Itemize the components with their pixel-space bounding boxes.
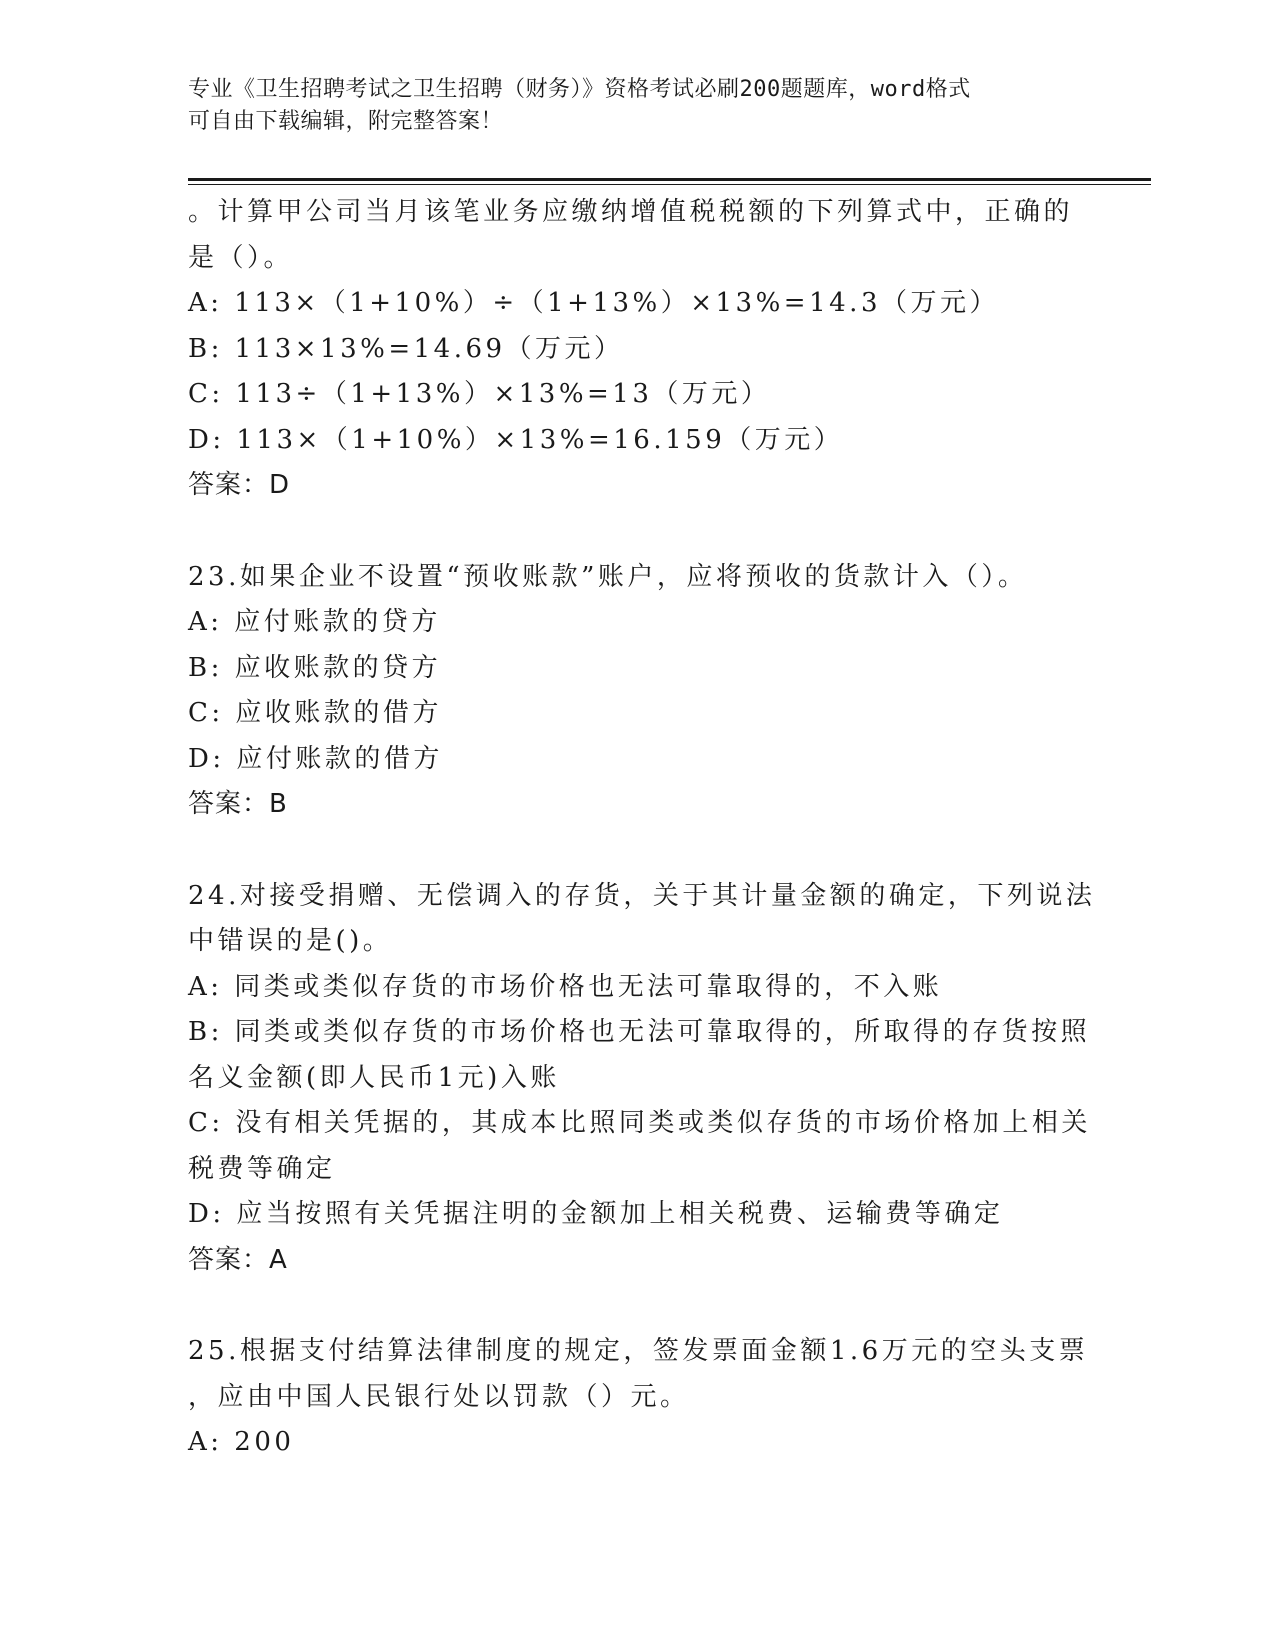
- option-c: C: 应收账款的借方: [188, 698, 442, 728]
- option-a: A: 同类或类似存货的市场价格也无法可靠取得的，不入账: [188, 971, 943, 1002]
- option-d: D: 应付账款的借方: [188, 743, 443, 774]
- question-stem: 23.如果企业不设置“预收账款”账户，应将预收的货款计入（）。: [188, 561, 1028, 592]
- question-25: [188, 1329, 1088, 1466]
- option-a: A: 113×（1+10%）÷（1+13%）×13%=14.3（万元）: [188, 288, 999, 318]
- option-d: D: 113×（1+10%）×13%=16.159（万元）: [188, 424, 844, 455]
- question-24: [188, 874, 1096, 1284]
- question-stem: ，应由中国人民银行处以罚款（）元。: [188, 1381, 690, 1412]
- option-b: B: 同类或类似存货的市场价格也无法可靠取得的，所取得的存货按照: [188, 1017, 1091, 1047]
- answer: 答案：A: [188, 1244, 288, 1275]
- option-c-cont: 税费等确定: [188, 1153, 336, 1184]
- header-line-2: 可自由下载编辑，附完整答案！: [188, 109, 504, 134]
- answer: 答案：D: [188, 470, 291, 500]
- option-c: C: 没有相关凭据的，其成本比照同类或类似存货的市场价格加上相关: [188, 1108, 1091, 1138]
- document-header: [188, 74, 1068, 138]
- option-a: A: 200: [188, 1427, 295, 1457]
- spacer: [188, 1283, 1088, 1329]
- option-b: B: 113×13%=14.69（万元）: [188, 333, 624, 364]
- option-c: C: 113÷（1+13%）×13%=13（万元）: [188, 379, 771, 409]
- question-stem: 中错误的是()。: [188, 926, 393, 956]
- question-22: [188, 190, 1088, 509]
- option-a: A: 应付账款的贷方: [188, 607, 441, 637]
- question-list: [188, 190, 1096, 1466]
- option-b: B: 应收账款的贷方: [188, 652, 442, 683]
- question-stem: 25.根据支付结算法律制度的规定，签发票面金额1.6万元的空头支票: [188, 1336, 1089, 1366]
- option-b-cont: 名义金额(即人民币1元)入账: [188, 1062, 560, 1093]
- option-d: D: 应当按照有关凭据注明的金额加上相关税费、运输费等确定: [188, 1199, 1004, 1229]
- question-stem: 是（）。: [188, 242, 294, 273]
- question-23: [188, 555, 1088, 828]
- answer: 答案：B: [188, 789, 288, 819]
- question-stem: 24.对接受捐赠、无偿调入的存货，关于其计量金额的确定，下列说法: [188, 880, 1096, 911]
- spacer: [188, 509, 1088, 555]
- spacer: [188, 828, 1088, 874]
- header-line-1: 专业《卫生招聘考试之卫生招聘（财务）》资格考试必刷200题题库，word格式: [188, 77, 971, 102]
- question-stem: 。计算甲公司当月该笔业务应缴纳增值税税额的下列算式中，正确的: [188, 197, 1074, 227]
- header-rule-thin: [188, 184, 1151, 185]
- header-rule-thick: [188, 178, 1151, 181]
